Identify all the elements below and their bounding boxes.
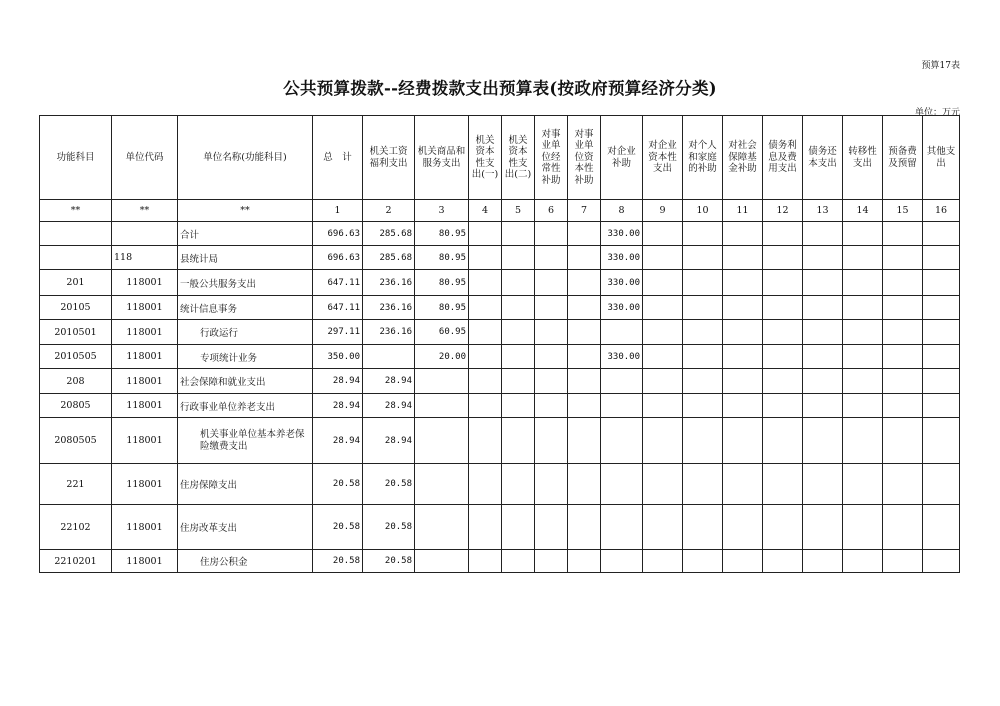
empty-cell: [763, 464, 803, 505]
index-cell: 8: [601, 200, 643, 222]
unit-code-cell: 118001: [112, 369, 178, 394]
total-cell: 696.63: [313, 246, 363, 270]
func-code-cell: 20805: [40, 394, 112, 418]
unit-name-cell: 统计信息事务: [178, 296, 313, 320]
empty-cell: [883, 464, 923, 505]
empty-cell: [803, 296, 843, 320]
unit-code-cell: 118001: [112, 418, 178, 464]
empty-cell: [683, 418, 723, 464]
form-number: 预算17表: [921, 61, 960, 71]
goods-services-cell: 80.95: [415, 246, 469, 270]
wage-cell: 20.58: [363, 550, 415, 573]
table-row: [40, 464, 960, 505]
unit-name-cell: 一般公共服务支出: [178, 270, 313, 296]
func-code-cell: 2080505: [40, 418, 112, 464]
capital1-cell: [469, 246, 502, 270]
capital1-cell: [469, 270, 502, 296]
enterprise-subsidy-cell: [601, 505, 643, 550]
empty-cell: [643, 270, 683, 296]
empty-cell: [723, 464, 763, 505]
goods-services-cell: 80.95: [415, 222, 469, 246]
empty-cell: [643, 296, 683, 320]
empty-cell: [683, 369, 723, 394]
table-row: [40, 369, 960, 394]
inst-regular-cell: [535, 345, 568, 369]
func-code-cell: 2210201: [40, 550, 112, 573]
empty-cell: [763, 505, 803, 550]
total-cell: 297.11: [313, 320, 363, 345]
capital1-cell: [469, 296, 502, 320]
empty-cell: [643, 320, 683, 345]
total-cell: 696.63: [313, 222, 363, 246]
empty-cell: [683, 394, 723, 418]
empty-cell: [683, 505, 723, 550]
empty-cell: [803, 246, 843, 270]
header-c15: 其他支出: [923, 116, 960, 200]
empty-cell: [723, 505, 763, 550]
inst-capital-cell: [568, 345, 601, 369]
wage-cell: 285.68: [363, 246, 415, 270]
capital2-cell: [502, 369, 535, 394]
capital2-cell: [502, 464, 535, 505]
capital1-cell: [469, 550, 502, 573]
inst-regular-cell: [535, 320, 568, 345]
empty-cell: [763, 394, 803, 418]
inst-capital-cell: [568, 246, 601, 270]
index-cell: **: [40, 200, 112, 222]
inst-capital-cell: [568, 394, 601, 418]
index-cell: 15: [883, 200, 923, 222]
table-row: [40, 394, 960, 418]
empty-cell: [763, 222, 803, 246]
table-row: [40, 320, 960, 345]
empty-cell: [683, 345, 723, 369]
empty-cell: [883, 345, 923, 369]
table-row: [40, 505, 960, 550]
inst-regular-cell: [535, 394, 568, 418]
unit-name-cell: 县统计局: [178, 246, 313, 270]
empty-cell: [803, 505, 843, 550]
unit-code-cell: [112, 222, 178, 246]
index-cell: 6: [535, 200, 568, 222]
empty-cell: [643, 394, 683, 418]
goods-services-cell: 80.95: [415, 296, 469, 320]
empty-cell: [843, 246, 883, 270]
empty-cell: [643, 246, 683, 270]
inst-capital-cell: [568, 505, 601, 550]
empty-cell: [923, 550, 960, 573]
empty-cell: [923, 320, 960, 345]
index-cell: 4: [469, 200, 502, 222]
inst-capital-cell: [568, 550, 601, 573]
empty-cell: [923, 505, 960, 550]
budget-table: [39, 115, 960, 573]
header-c8: 对企业资本性支出: [643, 116, 683, 200]
index-cell: 9: [643, 200, 683, 222]
unit-code-cell: 118001: [112, 505, 178, 550]
header-c3: 机关资本性支出(一): [469, 116, 502, 200]
empty-cell: [883, 246, 923, 270]
unit-name-cell: 合计: [178, 222, 313, 246]
func-code-cell: 20105: [40, 296, 112, 320]
inst-regular-cell: [535, 505, 568, 550]
inst-capital-cell: [568, 270, 601, 296]
empty-cell: [843, 464, 883, 505]
inst-regular-cell: [535, 222, 568, 246]
empty-cell: [883, 270, 923, 296]
table-row: [40, 246, 960, 270]
wage-cell: 20.58: [363, 464, 415, 505]
inst-regular-cell: [535, 418, 568, 464]
goods-services-cell: [415, 464, 469, 505]
index-cell: 1: [313, 200, 363, 222]
empty-cell: [803, 270, 843, 296]
empty-cell: [843, 320, 883, 345]
index-cell: 2: [363, 200, 415, 222]
index-cell: 11: [723, 200, 763, 222]
wage-cell: 28.94: [363, 394, 415, 418]
goods-services-cell: 20.00: [415, 345, 469, 369]
index-cell: 14: [843, 200, 883, 222]
enterprise-subsidy-cell: [601, 369, 643, 394]
empty-cell: [723, 270, 763, 296]
goods-services-cell: [415, 550, 469, 573]
unit-name-cell: 社会保障和就业支出: [178, 369, 313, 394]
table-row: [40, 222, 960, 246]
empty-cell: [803, 464, 843, 505]
empty-cell: [763, 418, 803, 464]
total-cell: 28.94: [313, 394, 363, 418]
empty-cell: [683, 550, 723, 573]
index-cell: 13: [803, 200, 843, 222]
empty-cell: [843, 394, 883, 418]
empty-cell: [763, 270, 803, 296]
func-code-cell: 208: [40, 369, 112, 394]
unit-code-cell: 118001: [112, 345, 178, 369]
unit-code-cell: 118001: [112, 550, 178, 573]
empty-cell: [643, 418, 683, 464]
header-row: [40, 116, 960, 200]
wage-cell: 28.94: [363, 418, 415, 464]
empty-cell: [843, 270, 883, 296]
empty-cell: [763, 369, 803, 394]
header-c4: 机关资本性支出(二): [502, 116, 535, 200]
capital1-cell: [469, 222, 502, 246]
inst-regular-cell: [535, 464, 568, 505]
unit-code-cell: 118001: [112, 320, 178, 345]
capital2-cell: [502, 418, 535, 464]
unit-code-cell: 118: [112, 246, 178, 270]
empty-cell: [683, 296, 723, 320]
unit-code-cell: 118001: [112, 464, 178, 505]
empty-cell: [763, 345, 803, 369]
header-total: 总 计: [313, 116, 363, 200]
goods-services-cell: 80.95: [415, 270, 469, 296]
capital2-cell: [502, 394, 535, 418]
table-row: [40, 296, 960, 320]
index-cell: 7: [568, 200, 601, 222]
table-row: [40, 550, 960, 573]
empty-cell: [843, 222, 883, 246]
enterprise-subsidy-cell: [601, 320, 643, 345]
inst-capital-cell: [568, 296, 601, 320]
capital1-cell: [469, 369, 502, 394]
empty-cell: [683, 320, 723, 345]
empty-cell: [883, 394, 923, 418]
header-c12: 债务还本支出: [803, 116, 843, 200]
empty-cell: [763, 296, 803, 320]
func-code-cell: 22102: [40, 505, 112, 550]
header-c7: 对企业补助: [601, 116, 643, 200]
func-code-cell: 201: [40, 270, 112, 296]
empty-cell: [723, 222, 763, 246]
empty-cell: [883, 418, 923, 464]
empty-cell: [923, 418, 960, 464]
total-cell: 28.94: [313, 418, 363, 464]
unit-code-cell: 118001: [112, 270, 178, 296]
goods-services-cell: [415, 394, 469, 418]
wage-cell: 285.68: [363, 222, 415, 246]
total-cell: 20.58: [313, 505, 363, 550]
empty-cell: [923, 369, 960, 394]
unit-code-cell: 118001: [112, 296, 178, 320]
empty-cell: [883, 222, 923, 246]
empty-cell: [763, 550, 803, 573]
header-c9: 对个人和家庭的补助: [683, 116, 723, 200]
unit-name-cell: 行政事业单位养老支出: [178, 394, 313, 418]
page-title: 公共预算拨款--经费拨款支出预算表(按政府预算经济分类): [283, 79, 717, 98]
index-cell: 3: [415, 200, 469, 222]
header-c14: 预备费及预留: [883, 116, 923, 200]
capital1-cell: [469, 505, 502, 550]
wage-cell: 28.94: [363, 369, 415, 394]
capital2-cell: [502, 222, 535, 246]
empty-cell: [843, 345, 883, 369]
empty-cell: [723, 345, 763, 369]
inst-regular-cell: [535, 246, 568, 270]
capital1-cell: [469, 418, 502, 464]
empty-cell: [803, 222, 843, 246]
empty-cell: [723, 369, 763, 394]
empty-cell: [803, 369, 843, 394]
capital2-cell: [502, 345, 535, 369]
empty-cell: [923, 345, 960, 369]
empty-cell: [723, 246, 763, 270]
index-row: [40, 200, 960, 222]
empty-cell: [923, 296, 960, 320]
inst-regular-cell: [535, 296, 568, 320]
empty-cell: [883, 296, 923, 320]
enterprise-subsidy-cell: 330.00: [601, 222, 643, 246]
capital2-cell: [502, 270, 535, 296]
index-cell: 10: [683, 200, 723, 222]
header-unit-name: 单位名称(功能科目): [178, 116, 313, 200]
header-c2: 机关商品和服务支出: [415, 116, 469, 200]
table-row: [40, 418, 960, 464]
empty-cell: [923, 464, 960, 505]
inst-capital-cell: [568, 222, 601, 246]
inst-capital-cell: [568, 320, 601, 345]
index-cell: **: [178, 200, 313, 222]
empty-cell: [923, 394, 960, 418]
total-cell: 20.58: [313, 550, 363, 573]
empty-cell: [843, 369, 883, 394]
empty-cell: [843, 296, 883, 320]
table-row: [40, 345, 960, 369]
inst-regular-cell: [535, 270, 568, 296]
unit-code-cell: 118001: [112, 394, 178, 418]
empty-cell: [803, 320, 843, 345]
empty-cell: [723, 296, 763, 320]
inst-regular-cell: [535, 550, 568, 573]
index-cell: 16: [923, 200, 960, 222]
empty-cell: [683, 246, 723, 270]
empty-cell: [883, 369, 923, 394]
capital2-cell: [502, 505, 535, 550]
unit-name-cell: 住房保障支出: [178, 464, 313, 505]
empty-cell: [883, 550, 923, 573]
unit-name-cell: 住房公积金: [178, 550, 313, 573]
empty-cell: [763, 246, 803, 270]
total-cell: 20.58: [313, 464, 363, 505]
header-c10: 对社会保障基金补助: [723, 116, 763, 200]
capital1-cell: [469, 464, 502, 505]
func-code-cell: 221: [40, 464, 112, 505]
func-code-cell: [40, 222, 112, 246]
enterprise-subsidy-cell: [601, 464, 643, 505]
enterprise-subsidy-cell: 330.00: [601, 246, 643, 270]
empty-cell: [643, 550, 683, 573]
empty-cell: [763, 320, 803, 345]
enterprise-subsidy-cell: [601, 394, 643, 418]
capital2-cell: [502, 246, 535, 270]
enterprise-subsidy-cell: [601, 550, 643, 573]
empty-cell: [643, 505, 683, 550]
empty-cell: [723, 550, 763, 573]
wage-cell: 236.16: [363, 296, 415, 320]
empty-cell: [643, 369, 683, 394]
empty-cell: [643, 464, 683, 505]
unit-label: 单位：万元: [914, 108, 960, 118]
empty-cell: [883, 505, 923, 550]
total-cell: 350.00: [313, 345, 363, 369]
func-code-cell: [40, 246, 112, 270]
header-unit-code: 单位代码: [112, 116, 178, 200]
empty-cell: [923, 270, 960, 296]
enterprise-subsidy-cell: 330.00: [601, 270, 643, 296]
header-c11: 债务利息及费用支出: [763, 116, 803, 200]
capital2-cell: [502, 296, 535, 320]
goods-services-cell: 60.95: [415, 320, 469, 345]
unit-name-cell: 机关事业单位基本养老保险缴费支出: [178, 418, 313, 464]
goods-services-cell: [415, 418, 469, 464]
inst-capital-cell: [568, 418, 601, 464]
table-row: [40, 270, 960, 296]
goods-services-cell: [415, 369, 469, 394]
func-code-cell: 2010505: [40, 345, 112, 369]
inst-capital-cell: [568, 464, 601, 505]
empty-cell: [883, 320, 923, 345]
empty-cell: [803, 394, 843, 418]
wage-cell: [363, 345, 415, 369]
header-c6: 对事业单位资本性补助: [568, 116, 601, 200]
empty-cell: [923, 222, 960, 246]
total-cell: 647.11: [313, 270, 363, 296]
capital1-cell: [469, 394, 502, 418]
capital2-cell: [502, 550, 535, 573]
empty-cell: [683, 270, 723, 296]
empty-cell: [843, 505, 883, 550]
goods-services-cell: [415, 505, 469, 550]
empty-cell: [723, 320, 763, 345]
empty-cell: [843, 418, 883, 464]
empty-cell: [923, 246, 960, 270]
wage-cell: 236.16: [363, 320, 415, 345]
inst-regular-cell: [535, 369, 568, 394]
empty-cell: [723, 418, 763, 464]
unit-name-cell: 住房改革支出: [178, 505, 313, 550]
enterprise-subsidy-cell: 330.00: [601, 345, 643, 369]
capital1-cell: [469, 320, 502, 345]
total-cell: 647.11: [313, 296, 363, 320]
empty-cell: [723, 394, 763, 418]
inst-capital-cell: [568, 369, 601, 394]
unit-name-cell: 专项统计业务: [178, 345, 313, 369]
empty-cell: [683, 222, 723, 246]
header-c1: 机关工资福利支出: [363, 116, 415, 200]
header-c13: 转移性支出: [843, 116, 883, 200]
func-code-cell: 2010501: [40, 320, 112, 345]
empty-cell: [803, 418, 843, 464]
wage-cell: 20.58: [363, 505, 415, 550]
index-cell: 5: [502, 200, 535, 222]
header-func-code: 功能科目: [40, 116, 112, 200]
empty-cell: [843, 550, 883, 573]
empty-cell: [643, 345, 683, 369]
empty-cell: [683, 464, 723, 505]
capital2-cell: [502, 320, 535, 345]
capital1-cell: [469, 345, 502, 369]
total-cell: 28.94: [313, 369, 363, 394]
unit-name-cell: 行政运行: [178, 320, 313, 345]
empty-cell: [643, 222, 683, 246]
header-c5: 对事业单位经常性补助: [535, 116, 568, 200]
wage-cell: 236.16: [363, 270, 415, 296]
enterprise-subsidy-cell: 330.00: [601, 296, 643, 320]
index-cell: 12: [763, 200, 803, 222]
enterprise-subsidy-cell: [601, 418, 643, 464]
index-cell: **: [112, 200, 178, 222]
empty-cell: [803, 550, 843, 573]
empty-cell: [803, 345, 843, 369]
